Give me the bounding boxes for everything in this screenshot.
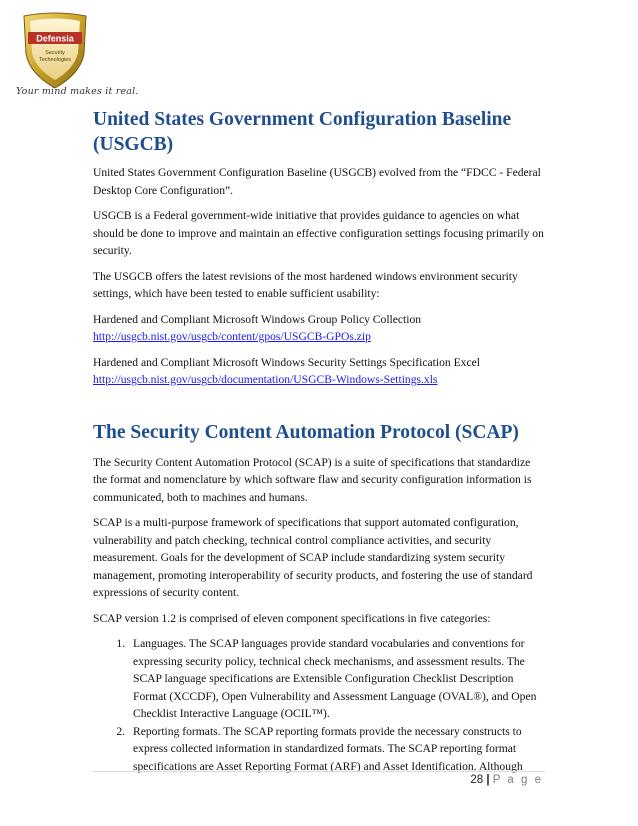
brand-tagline: Your mind makes it real. xyxy=(16,86,139,97)
footer-divider xyxy=(93,771,545,772)
shield-logo-icon xyxy=(16,8,94,98)
page-content xyxy=(93,107,545,775)
scap-paragraph-2: SCAP is a multi-purpose framework of specifications that support automated configuration, vulnerability and patch checking, technical control compliance activities, and security measurement. Goals for the development of SCAP include standardizing system security management, promoting interoperability of security products, and fostering the use of standard expressions of security content. xyxy=(93,516,533,599)
logo-brand-text: Defensia xyxy=(36,33,74,44)
company-logo xyxy=(16,8,94,98)
logo-subtitle-line1: Security xyxy=(45,50,65,56)
usgcb-heading xyxy=(93,107,545,157)
gpo-collection-link[interactable]: http://usgcb.nist.gov/usgcb/content/gpos/USGCB-GPOs.zip xyxy=(93,330,371,343)
settings-spec-label: Hardened and Compliant Microsoft Windows Security Settings Specification Excel xyxy=(93,355,480,369)
page-label: P a g e xyxy=(492,774,543,786)
page-number: 28 xyxy=(470,774,484,786)
usgcb-resource-settings xyxy=(93,354,545,389)
page-footer xyxy=(470,774,543,786)
usgcb-heading-line2: (USGCB) xyxy=(93,134,174,155)
gpo-collection-label: Hardened and Compliant Microsoft Windows Group Policy Collection xyxy=(93,312,422,326)
list-item: 1. Languages. The SCAP languages provide standard vocabularies and conventions for expressing security policy, technical check mechanisms, and assessment results. The SCAP language specifications are Extensible Configuration Checklist Description Format (XCCDF), Open Vulnerability and Assessment Language (OVAL®), and Open Checklist Interactive Language (OCIL™). xyxy=(128,635,545,723)
settings-spec-link[interactable]: http://usgcb.nist.gov/usgcb/documentation/USGCB-Windows-Settings.xls xyxy=(93,373,438,386)
scap-heading: The Security Content Automation Protocol (SCAP) xyxy=(93,421,519,443)
footer-separator: | xyxy=(486,774,490,786)
list-item: 2. Reporting formats. The SCAP reporting formats provide the necessary constructs to express collected information in standardized formats. The SCAP reporting format specifications are Asset Reporting Format (ARF) and Asset Identification. Although xyxy=(128,723,545,776)
usgcb-resource-gpo xyxy=(93,311,545,346)
logo-subtitle-line2: Technologies xyxy=(38,57,72,63)
scap-categories-list xyxy=(93,635,545,775)
usgcb-paragraph-1: United States Government Configuration Baseline (USGCB) evolved from the “FDCC - Federal Desktop Core Configuration”. xyxy=(93,166,541,197)
usgcb-paragraph-2: USGCB is a Federal government-wide initiative that provides guidance to agencies on what should be done to improve and maintain an effective configuration settings focusing primarily on security. xyxy=(93,209,544,257)
usgcb-paragraph-3: The USGCB offers the latest revisions of the most hardened windows environment security settings, which have been tested to enable sufficient usability: xyxy=(93,269,518,300)
scap-paragraph-3: SCAP version 1.2 is comprised of eleven component specifications in five categories: xyxy=(93,611,491,625)
usgcb-heading-line1: United States Government Configuration Baseline xyxy=(93,109,512,130)
scap-paragraph-1: The Security Content Automation Protocol (SCAP) is a suite of specifications that standardize the format and nomenclature by which software flaw and security configuration information is communicated, both to machines and humans. xyxy=(93,455,532,504)
